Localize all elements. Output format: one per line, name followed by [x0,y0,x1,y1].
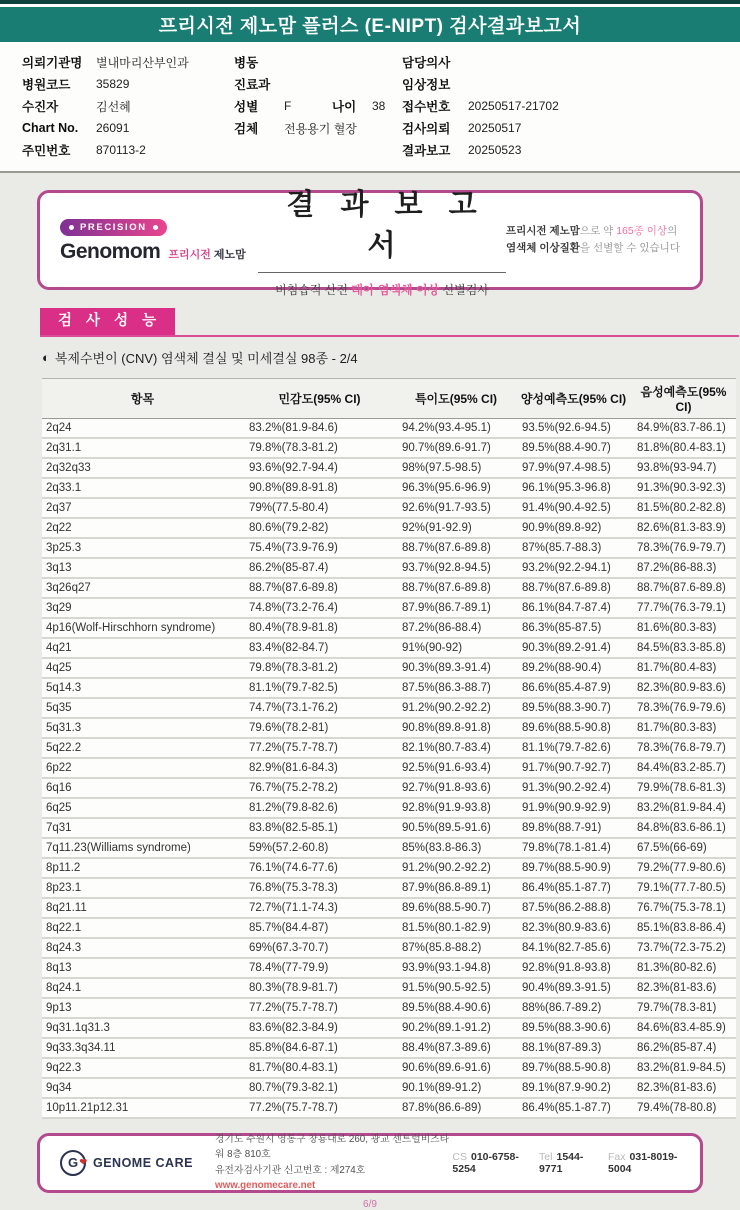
precision-badge [60,219,167,236]
field-value: 20250523 [468,143,522,157]
brand-name: Genomom [60,239,161,263]
value-cell: 93.2%(92.2-94.1) [516,558,631,578]
value-cell: 91.3%(90.3-92.3) [631,478,736,498]
table-row [42,1018,736,1038]
title-bar [0,7,740,42]
value-cell: 90.8%(89.8-91.8) [396,718,516,738]
value-cell: 87.2%(86-88.4) [396,618,516,638]
item-cell: 5q31.3 [42,718,243,738]
value-cell: 82.3%(81-83.6) [631,978,736,998]
item-cell: 9p13 [42,998,243,1018]
field-label: 주민번호 [22,144,71,158]
value-cell: 81.1%(79.7-82.6) [516,738,631,758]
item-cell: 4q25 [42,658,243,678]
value-cell: 94.2%(93.4-95.1) [396,418,516,438]
col-header-sensitivity: 민감도(95% CI) [243,378,396,418]
value-cell: 87.5%(86.3-88.7) [396,678,516,698]
item-cell: 8p23.1 [42,878,243,898]
genome-care-logo-icon: G ❤ [60,1150,86,1176]
value-cell: 86.4%(85.1-87.7) [516,878,631,898]
half-circle-icon: ◐ [42,349,50,365]
value-cell: 92%(91-92.9) [396,518,516,538]
genome-care-logo [60,1150,193,1176]
col-header-item: 항목 [42,378,243,418]
field-chart-no [22,117,234,139]
footer-contacts [452,1151,682,1175]
field-report-date [402,139,740,161]
table-row [42,678,736,698]
value-cell: 83.4%(82-84.7) [243,638,396,658]
result-report-banner [37,189,703,297]
value-cell: 87%(85.8-88.2) [396,938,516,958]
table-row [42,418,736,438]
table-row [42,778,736,798]
value-cell: 89.5%(88.4-90.7) [516,438,631,458]
value-cell: 76.1%(74.6-77.6) [243,858,396,878]
value-cell: 77.2%(75.7-78.7) [243,998,396,1018]
table-row [42,938,736,958]
value-cell: 79.7%(78.3-81) [631,998,736,1018]
item-cell: 10p11.21p12.31 [42,1098,243,1118]
table-row [42,538,736,558]
header-row [42,378,736,418]
item-cell: 5q35 [42,698,243,718]
value-cell: 86.4%(85.1-87.7) [516,1098,631,1118]
field-label: 진료과 [234,78,271,92]
item-cell: 8q21.11 [42,898,243,918]
item-cell: 4p16(Wolf-Hirschhorn syndrome) [42,618,243,638]
value-cell: 93.9%(93.1-94.8) [396,958,516,978]
field-value: 20250517-21702 [468,99,559,113]
field-value: 김선혜 [96,99,131,114]
value-cell: 85.8%(84.6-87.1) [243,1038,396,1058]
table-row [42,958,736,978]
value-cell: 89.5%(88.4-90.6) [396,998,516,1018]
cnv-subtitle [42,348,740,367]
value-cell: 89.6%(88.5-90.8) [516,718,631,738]
value-cell: 78.3%(76.9-79.6) [631,698,736,718]
performance-table-body [42,418,736,1118]
item-cell: 9q31.1q31.3 [42,1018,243,1038]
table-row [42,818,736,838]
value-cell: 74.8%(73.2-76.4) [243,598,396,618]
field-doctor [402,51,740,73]
page-title: 프리시전 제노맘 플러스 (E-NIPT) 검사결과보고서 [158,16,582,37]
value-cell: 97.9%(97.4-98.5) [516,458,631,478]
value-cell: 78.3%(76.9-79.7) [631,538,736,558]
value-cell: 82.9%(81.6-84.3) [243,758,396,778]
badge-dot-icon [69,225,74,230]
contact-cs: CS 010-6758-5254 [452,1150,519,1175]
table-row [42,1058,736,1078]
field-value: 870113-2 [96,143,146,157]
table-row [42,918,736,938]
item-cell: 6q25 [42,798,243,818]
value-cell: 69%(67.3-70.7) [243,938,396,958]
top-accent-strip [0,0,740,4]
table-row [42,458,736,478]
table-row [42,1038,736,1058]
item-cell: 9q22.3 [42,1058,243,1078]
patient-info-col3 [402,51,740,161]
value-cell: 74.7%(73.1-76.2) [243,698,396,718]
item-cell: 3q29 [42,598,243,618]
table-row [42,558,736,578]
item-cell: 2q37 [42,498,243,518]
item-cell: 2q32q33 [42,458,243,478]
field-label: 검체 [234,122,259,136]
value-cell: 79.6%(78.2-81) [243,718,396,738]
value-cell: 88.7%(87.6-89.8) [516,578,631,598]
value-cell: 87.5%(86.2-88.8) [516,898,631,918]
item-cell: 5q14.3 [42,678,243,698]
value-cell: 91.3%(90.2-92.4) [516,778,631,798]
value-cell: 59%(57.2-60.8) [243,838,396,858]
value-cell: 77.2%(75.7-78.7) [243,1098,396,1118]
field-label: 병원코드 [22,78,71,92]
footer-address: 경기도 수원시 영통구 창룡대로 260, 광교 센트럴비즈타워 8층 810호 [214,1134,450,1161]
value-cell: 81.2%(79.8-82.6) [243,798,396,818]
table-row [42,838,736,858]
value-cell: 85%(83.8-86.3) [396,838,516,858]
field-label: 성별 [234,100,259,114]
value-cell: 86.3%(85-87.5) [516,618,631,638]
patient-info-col2 [234,51,402,161]
field-hospital-code [22,73,234,95]
value-cell: 85.7%(84.4-87) [243,918,396,938]
item-cell: 6q16 [42,778,243,798]
field-label: 결과보고 [402,144,451,158]
field-value: 26091 [96,121,130,135]
section-badge: 검 사 성 능 [40,308,175,335]
value-cell: 89.6%(88.5-90.7) [396,898,516,918]
value-cell: 90.8%(89.8-91.8) [243,478,396,498]
value-cell: 90.3%(89.3-91.4) [396,658,516,678]
value-cell: 80.4%(78.9-81.8) [243,618,396,638]
value-cell: 86.2%(85-87.4) [243,558,396,578]
value-cell: 90.3%(89.2-91.4) [516,638,631,658]
value-cell: 84.6%(83.4-85.9) [631,1018,736,1038]
table-row [42,798,736,818]
value-cell: 79%(77.5-80.4) [243,498,396,518]
patient-info-panel [0,42,740,173]
value-cell: 89.5%(88.3-90.6) [516,1018,631,1038]
report-title: 결 과 보 고 서 [258,182,506,273]
value-cell: 81.5%(80.2-82.8) [631,498,736,518]
value-cell: 81.5%(80.1-82.9) [396,918,516,938]
value-cell: 92.8%(91.8-93.8) [516,958,631,978]
field-value: 35829 [96,77,130,91]
value-cell: 81.7%(80.4-83) [631,658,736,678]
banner-note: 프리시전 제노맘으로 약 165종 이상의 염색체 이상질환을 선별할 수 있습니다 [506,225,680,254]
value-cell: 76.7%(75.2-78.2) [243,778,396,798]
value-cell: 92.6%(91.7-93.5) [396,498,516,518]
performance-table-head [42,378,736,418]
value-cell: 79.1%(77.7-80.5) [631,878,736,898]
table-row [42,738,736,758]
field-label: Chart No. [22,121,79,135]
value-cell: 92.5%(91.6-93.4) [396,758,516,778]
value-cell: 73.7%(72.3-75.2) [631,938,736,958]
field-department [234,73,402,95]
value-cell: 79.4%(78-80.8) [631,1098,736,1118]
value-cell: 67.5%(66-69) [631,838,736,858]
item-cell: 3q26q27 [42,578,243,598]
item-cell: 3p25.3 [42,538,243,558]
value-cell: 84.8%(83.6-86.1) [631,818,736,838]
value-cell: 76.7%(75.3-78.1) [631,898,736,918]
value-cell: 76.8%(75.3-78.3) [243,878,396,898]
item-cell: 6p22 [42,758,243,778]
table-row [42,618,736,638]
value-cell: 72.7%(71.1-74.3) [243,898,396,918]
value-cell: 86.1%(84.7-87.4) [516,598,631,618]
item-cell: 9q33.3q34.11 [42,1038,243,1058]
value-cell: 87%(85.7-88.3) [516,538,631,558]
value-cell: 77.2%(75.7-78.7) [243,738,396,758]
value-cell: 85.1%(83.8-86.4) [631,918,736,938]
value-cell: 91.9%(90.9-92.9) [516,798,631,818]
value-cell: 78.3%(76.8-79.7) [631,738,736,758]
value-cell: 82.3%(80.9-83.6) [516,918,631,938]
field-value: 20250517 [468,121,522,135]
field-patient-name [22,95,234,117]
table-row [42,858,736,878]
value-cell: 79.8%(78.3-81.2) [243,438,396,458]
value-cell: 82.6%(81.3-83.9) [631,518,736,538]
item-cell: 2q31.1 [42,438,243,458]
precision-badge-label: PRECISION [80,221,147,233]
value-cell: 90.5%(89.5-91.6) [396,818,516,838]
value-cell: 82.1%(80.7-83.4) [396,738,516,758]
value-cell: 77.7%(76.3-79.1) [631,598,736,618]
field-label: 검사의뢰 [402,122,451,136]
col-header-ppv: 양성예측도(95% CI) [516,378,631,418]
value-cell: 79.8%(78.3-81.2) [243,658,396,678]
value-cell: 89.7%(88.5-90.9) [516,858,631,878]
value-cell: 88.7%(87.6-89.8) [396,578,516,598]
cnv-subtitle-text: 복제수변이 (CNV) 염색체 결실 및 미세결실 98종 - 2/4 [54,350,358,366]
value-cell: 81.3%(80-82.6) [631,958,736,978]
field-specimen [234,117,402,139]
value-cell: 87.8%(86.6-89) [396,1098,516,1118]
value-cell: 86.2%(85-87.4) [631,1038,736,1058]
value-cell: 91.2%(90.2-92.2) [396,698,516,718]
col-header-npv: 음성예측도(95% CI) [631,378,736,418]
field-label: 수진자 [22,100,59,114]
value-cell: 88.4%(87.3-89.6) [396,1038,516,1058]
genome-care-logo-text: GENOME CARE [93,1155,193,1170]
value-cell: 88.7%(87.6-89.8) [631,578,736,598]
value-cell: 79.2%(77.9-80.6) [631,858,736,878]
value-cell: 88.7%(87.6-89.8) [396,538,516,558]
field-value: 전용용기 혈장 [284,121,357,136]
field-label: 담당의사 [402,56,451,70]
field-value: 38 [372,99,386,113]
value-cell: 83.2%(81.9-84.4) [631,798,736,818]
item-cell: 7q11.23(Williams syndrome) [42,838,243,858]
value-cell: 88.7%(87.6-89.8) [243,578,396,598]
table-row [42,438,736,458]
value-cell: 91.2%(90.2-92.2) [396,858,516,878]
value-cell: 96.1%(95.3-96.8) [516,478,631,498]
item-cell: 9q34 [42,1078,243,1098]
table-row [42,1078,736,1098]
value-cell: 90.9%(89.8-92) [516,518,631,538]
item-cell: 8p11.2 [42,858,243,878]
value-cell: 81.1%(79.7-82.5) [243,678,396,698]
value-cell: 84.1%(82.7-85.6) [516,938,631,958]
field-label: 임상정보 [402,78,451,92]
value-cell: 91.5%(90.5-92.5) [396,978,516,998]
value-cell: 86.6%(85.4-87.9) [516,678,631,698]
value-cell: 87.9%(86.7-89.1) [396,598,516,618]
item-cell: 3q13 [42,558,243,578]
value-cell: 79.8%(78.1-81.4) [516,838,631,858]
field-clinical-info [402,73,740,95]
value-cell: 92.8%(91.9-93.8) [396,798,516,818]
value-cell: 89.2%(88-90.4) [516,658,631,678]
field-receipt-no [402,95,740,117]
table-row [42,978,736,998]
brand-name-korean: 프리시전 제노맘 [168,248,246,261]
footer-registration: 유전자검사기관 신고번호 : 제274호 [214,1164,366,1176]
value-cell: 87.2%(86-88.3) [631,558,736,578]
value-cell: 84.9%(83.7-86.1) [631,418,736,438]
value-cell: 89.5%(88.3-90.7) [516,698,631,718]
value-cell: 80.3%(78.9-81.7) [243,978,396,998]
field-value: 별내마리산부인과 [96,55,189,70]
table-row [42,898,736,918]
table-row [42,718,736,738]
field-value: F [284,99,292,113]
value-cell: 90.1%(89-91.2) [396,1078,516,1098]
value-cell: 88.1%(87-89.3) [516,1038,631,1058]
item-cell: 5q22.2 [42,738,243,758]
value-cell: 90.2%(89.1-91.2) [396,1018,516,1038]
footer [37,1133,703,1193]
value-cell: 91.4%(90.4-92.5) [516,498,631,518]
value-cell: 90.7%(89.6-91.7) [396,438,516,458]
patient-info-col1 [22,51,234,161]
value-cell: 82.3%(81-83.6) [631,1078,736,1098]
field-request-date [402,117,740,139]
table-row [42,578,736,598]
value-cell: 93.8%(93-94.7) [631,458,736,478]
value-cell: 98%(97.5-98.5) [396,458,516,478]
value-cell: 87.9%(86.8-89.1) [396,878,516,898]
value-cell: 91.7%(90.7-92.7) [516,758,631,778]
item-cell: 2q24 [42,418,243,438]
value-cell: 83.6%(82.3-84.9) [243,1018,396,1038]
value-cell: 81.7%(80.3-83) [631,718,736,738]
value-cell: 83.8%(82.5-85.1) [243,818,396,838]
value-cell: 89.7%(88.5-90.8) [516,1058,631,1078]
value-cell: 89.1%(87.9-90.2) [516,1078,631,1098]
field-label: 접수번호 [402,100,451,114]
table-row [42,1098,736,1118]
table-row [42,598,736,618]
field-institution [22,51,234,73]
table-row [42,878,736,898]
field-label: 나이 [332,100,357,114]
item-cell: 2q22 [42,518,243,538]
genomom-logo [60,217,258,264]
value-cell: 79.9%(78.6-81.3) [631,778,736,798]
table-row [42,758,736,778]
value-cell: 80.6%(79.2-82) [243,518,396,538]
footer-website-link[interactable]: www.genomecare.net [214,1179,316,1191]
value-cell: 81.6%(80.3-83) [631,618,736,638]
value-cell: 83.2%(81.9-84.6) [243,418,396,438]
table-row [42,698,736,718]
footer-company-info [215,1132,452,1193]
report-subtitle: 비침습적 산전 태아 염색체 이상 선별검사 [275,283,489,297]
value-cell: 96.3%(95.6-96.9) [396,478,516,498]
value-cell: 82.3%(80.9-83.6) [631,678,736,698]
value-cell: 84.5%(83.3-85.8) [631,638,736,658]
item-cell: 4q21 [42,638,243,658]
item-cell: 7q31 [42,818,243,838]
value-cell: 90.6%(89.6-91.6) [396,1058,516,1078]
contact-tel: Tel 1544-9771 [539,1150,584,1175]
test-performance-section-header [40,308,739,337]
table-row [42,998,736,1018]
report-header [0,0,740,173]
table-row [42,518,736,538]
heart-icon: ❤ [79,1156,87,1167]
value-cell: 81.7%(80.4-83.1) [243,1058,396,1078]
item-cell: 8q24.1 [42,978,243,998]
field-gender-age [234,95,402,117]
page-number: 6/9 [363,1198,377,1210]
value-cell: 92.7%(91.8-93.6) [396,778,516,798]
badge-dot-icon [153,225,158,230]
col-header-specificity: 특이도(95% CI) [396,378,516,418]
value-cell: 75.4%(73.9-76.9) [243,538,396,558]
value-cell: 89.8%(88.7-91) [516,818,631,838]
value-cell: 83.2%(81.9-84.5) [631,1058,736,1078]
table-row [42,658,736,678]
table-row [42,478,736,498]
value-cell: 93.5%(92.6-94.5) [516,418,631,438]
item-cell: 2q33.1 [42,478,243,498]
value-cell: 88%(86.7-89.2) [516,998,631,1018]
field-label: 의뢰기관명 [22,56,83,70]
field-label: 병동 [234,56,259,70]
value-cell: 78.4%(77-79.9) [243,958,396,978]
table-row [42,638,736,658]
value-cell: 93.7%(92.8-94.5) [396,558,516,578]
field-ward [234,51,402,73]
value-cell: 91%(90-92) [396,638,516,658]
value-cell: 90.4%(89.3-91.5) [516,978,631,998]
value-cell: 84.4%(83.2-85.7) [631,758,736,778]
item-cell: 8q13 [42,958,243,978]
contact-fax: Fax 031-8019-5004 [608,1150,678,1175]
value-cell: 81.8%(80.4-83.1) [631,438,736,458]
report-title-block [258,182,506,298]
value-cell: 80.7%(79.3-82.1) [243,1078,396,1098]
item-cell: 8q22.1 [42,918,243,938]
field-resident-no [22,139,234,161]
item-cell: 8q24.3 [42,938,243,958]
value-cell: 93.6%(92.7-94.4) [243,458,396,478]
performance-table [42,378,736,1119]
table-row [42,498,736,518]
